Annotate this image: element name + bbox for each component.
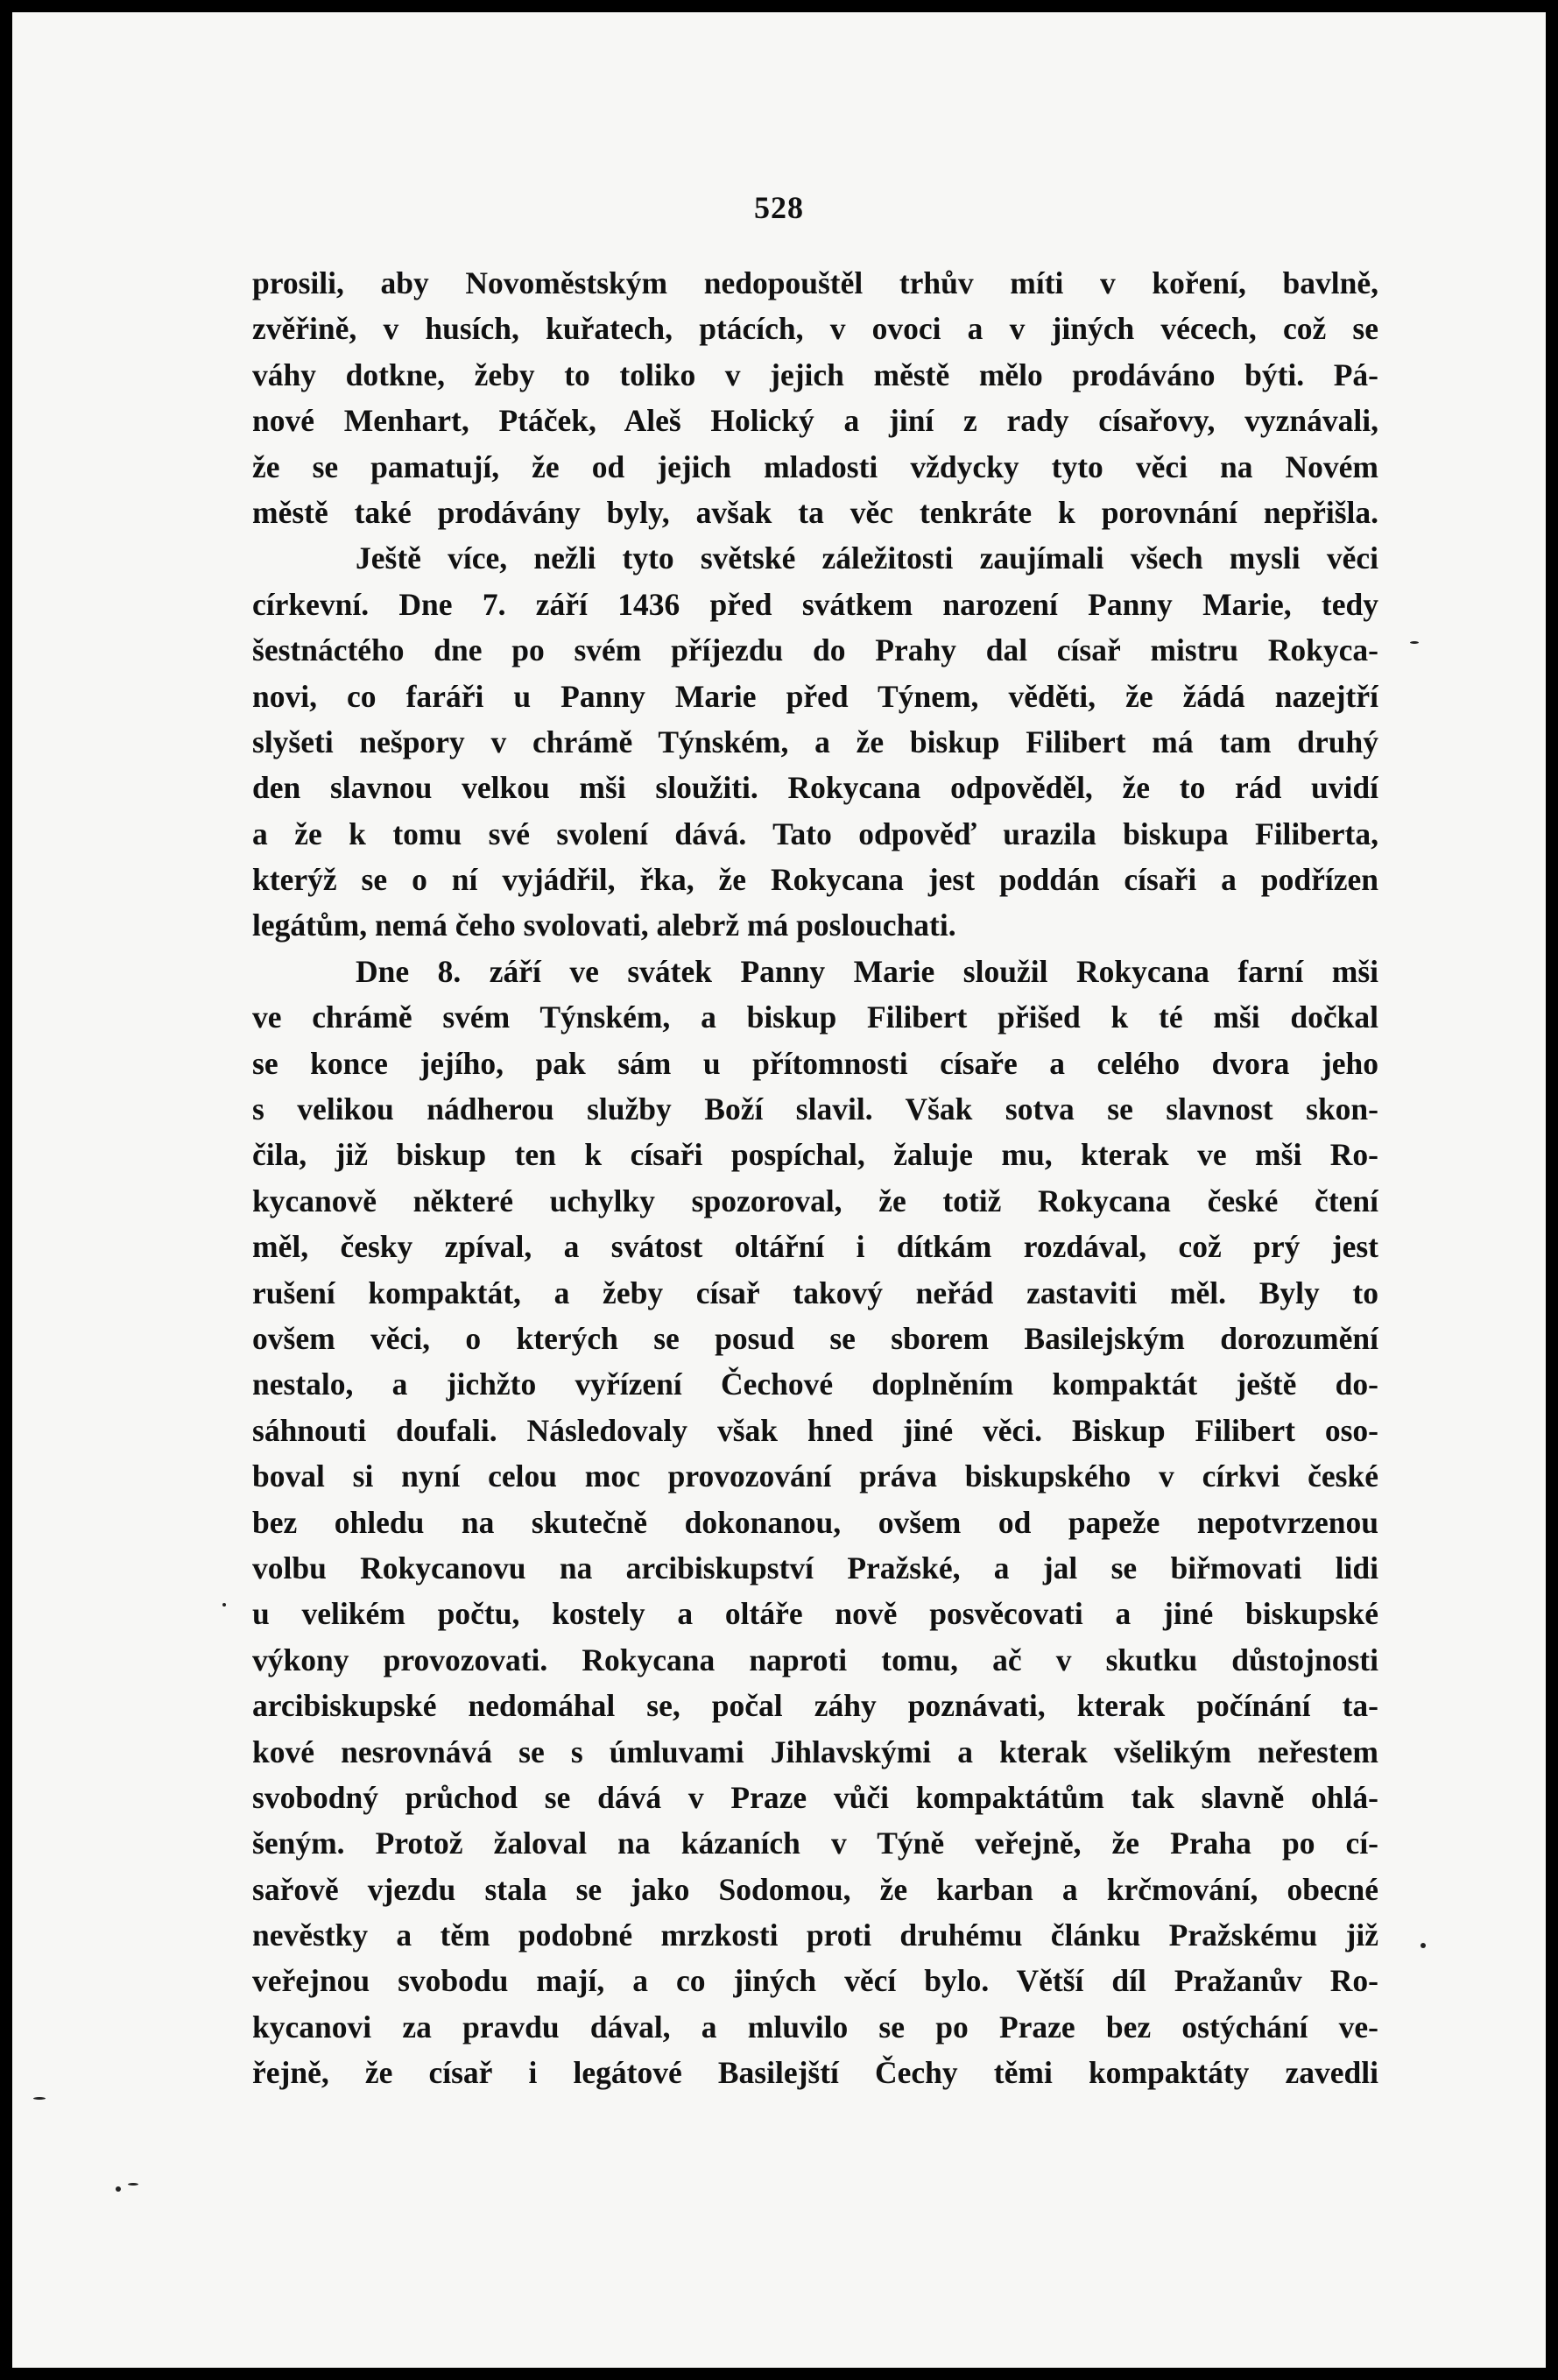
document-page xyxy=(12,12,1546,2368)
text-line: nevěstky a těm podobné mrzkosti proti druhému článku Pražskému již xyxy=(252,1917,1378,1953)
text-line: Ještě více, nežli tyto světské záležitosti zaujímali všech mysli věci xyxy=(356,540,1378,576)
text-line: bez ohledu na skutečně dokonanou, ovšem od papeže nepotvrzenou xyxy=(252,1504,1378,1540)
text-line: městě také prodávány byly, avšak ta věc tenkráte k porovnání nepřišla. xyxy=(252,494,1378,530)
text-line: volbu Rokycanovu na arcibiskupství Pražské, a jal se biřmovati lidi xyxy=(252,1550,1378,1585)
body-text xyxy=(252,260,1378,2096)
text-line: se konce jejího, pak sám u přítomnosti císaře a celého dvora jeho xyxy=(252,1045,1378,1081)
paragraph xyxy=(252,949,1378,2096)
text-line: výkony provozovati. Rokycana naproti tomu, ač v skutku důstojnosti xyxy=(252,1642,1378,1677)
text-line: u velikém počtu, kostely a oltáře nově posvěcovati a jiné biskupské xyxy=(252,1596,1378,1632)
paragraph xyxy=(252,260,1378,535)
text-line: a že k tomu své svolení dává. Tato odpověď urazila biskupa Filiberta, xyxy=(252,816,1378,851)
page-number: 528 xyxy=(754,190,804,225)
text-line: boval si nyní celou moc provozování práva biskupského v církvi české xyxy=(252,1458,1378,1494)
scan-speck xyxy=(1421,1943,1426,1948)
scan-speck xyxy=(128,2183,138,2186)
text-line: kycanovi za pravdu dával, a mluvilo se po Praze bez ostýchání ve- xyxy=(252,2009,1378,2045)
text-line: kové nesrovnává se s úmluvami Jihlavskými a kterak všelikým neřestem xyxy=(252,1734,1378,1769)
text-line: šeným. Protož žaloval na kázaních v Týně veřejně, že Praha po cí- xyxy=(252,1826,1378,1861)
text-line: novi, co faráři u Panny Marie před Týnem, věděti, že žádá nazejtří xyxy=(252,678,1378,714)
text-line: ve chrámě svém Týnském, a biskup Filibert přišed k té mši dočkal xyxy=(252,999,1378,1035)
text-line: kycanově některé uchylky spozoroval, že totiž Rokycana české čtení xyxy=(252,1183,1378,1218)
text-line: zvěřině, v husích, kuřatech, ptácích, v ovoci a v jiných vécech, což se xyxy=(252,311,1378,347)
text-line: den slavnou velkou mši sloužiti. Rokycana odpověděl, že to rád uvidí xyxy=(252,770,1378,806)
text-line: že se pamatují, že od jejich mladosti vždycky tyto věci na Novém xyxy=(252,448,1378,484)
scan-speck xyxy=(116,2186,121,2192)
text-line: svobodný průchod se dává v Praze vůči kompaktátům tak slavně ohlá- xyxy=(252,1779,1378,1815)
text-line: váhy dotkne, žeby to toliko v jejich městě mělo prodáváno býti. Pá- xyxy=(252,357,1378,392)
text-line: církevní. Dne 7. září 1436 před svátkem narození Panny Marie, tedy xyxy=(252,586,1378,622)
text-line: nestalo, a jichžto vyřízení Čechové doplněním kompaktát ještě do- xyxy=(252,1367,1378,1402)
text-line: rušení kompaktát, a žeby císař takový neřád zastaviti měl. Byly to xyxy=(252,1275,1378,1310)
text-line: prosili, aby Novoměstským nedopouštěl trhův míti v koření, bavlně, xyxy=(252,265,1378,300)
text-line: s velikou nádherou služby Boží slavil. Však sotva se slavnost skon- xyxy=(252,1091,1378,1127)
text-line: sařově vjezdu stala se jako Sodomou, že karban a krčmování, obecné xyxy=(252,1871,1378,1907)
text-line: šestnáctého dne po svém příjezdu do Prahy dal císař mistru Rokyca- xyxy=(252,632,1378,668)
scan-speck xyxy=(33,2097,46,2100)
text-line: legátům, nemá čeho svolovati, alebrž má poslouchati. xyxy=(252,908,956,943)
text-line: arcibiskupské nedomáhal se, počal záhy poznávati, kterak počínání ta- xyxy=(252,1688,1378,1724)
paragraph xyxy=(252,535,1378,949)
scan-speck xyxy=(222,1603,226,1607)
text-line: sáhnouti doufali. Následovaly však hned jiné věci. Biskup Filibert oso- xyxy=(252,1412,1378,1448)
text-line: nové Menhart, Ptáček, Aleš Holický a jiní z rady císařovy, vyznávali, xyxy=(252,403,1378,439)
text-line: řejně, že císař i legátové Basilejští Čechy těmi kompaktáty zavedli xyxy=(252,2055,1378,2091)
text-line: veřejnou svobodu mají, a co jiných věcí bylo. Větší díl Pražanův Ro- xyxy=(252,1963,1378,1999)
text-line: čila, již biskup ten k císaři pospíchal, žaluje mu, kterak ve mši Ro- xyxy=(252,1137,1378,1173)
text-line: slyšeti nešpory v chrámě Týnském, a že biskup Filibert má tam druhý xyxy=(252,724,1378,759)
text-line: měl, česky zpíval, a svátost oltářní i dítkám rozdával, což prý jest xyxy=(252,1229,1378,1265)
scan-speck xyxy=(1410,641,1419,644)
text-line: kterýž se o ní vyjádřil, řka, že Rokycana jest poddán císaři a podřízen xyxy=(252,862,1378,898)
text-line: ovšem věci, o kterých se posud se sborem Basilejským dorozumění xyxy=(252,1320,1378,1356)
text-line: Dne 8. září ve svátek Panny Marie sloužil Rokycana farní mši xyxy=(356,953,1378,989)
